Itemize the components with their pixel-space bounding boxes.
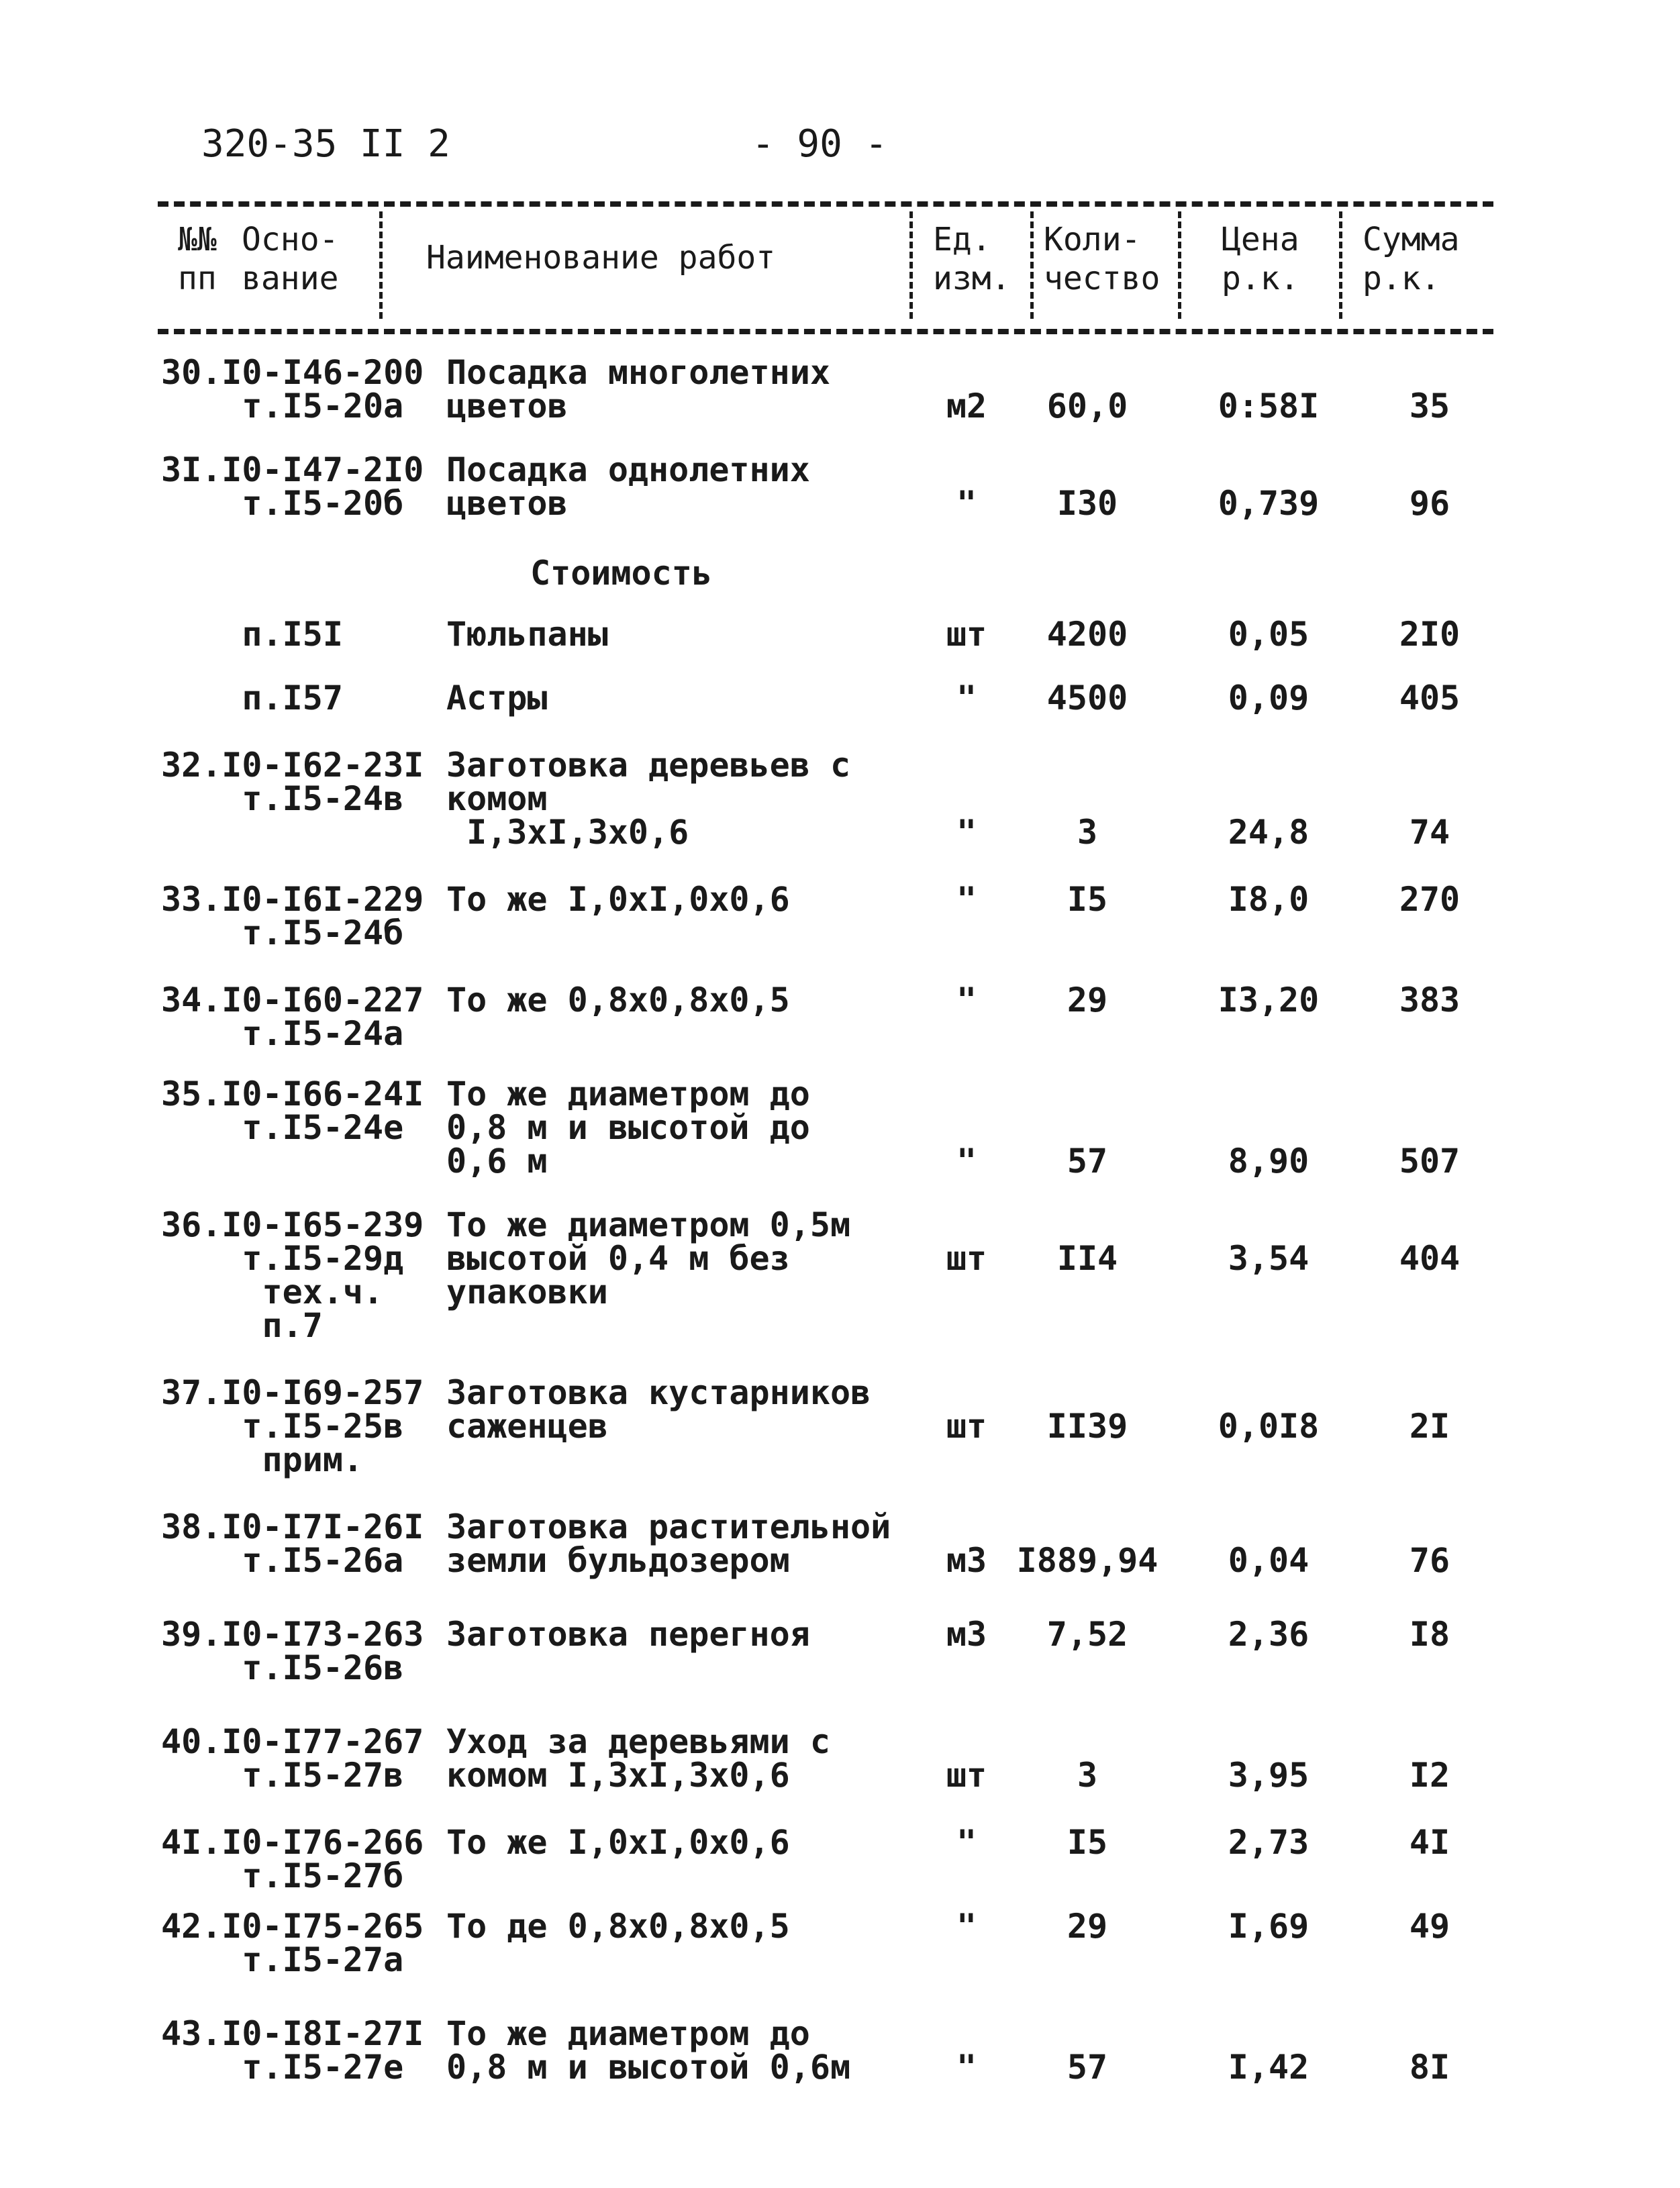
unit-cell: " (956, 484, 977, 523)
unit-cell: " (956, 679, 977, 717)
unit-cell: " (956, 813, 977, 852)
document-code: 320-35 II 2 (201, 122, 450, 166)
work-name-cell: Заготовка кустарников саженцев (446, 1373, 871, 1446)
header-basis: Осно- вание (242, 221, 339, 297)
work-name-cell: То же 0,8х0,8х0,5 (446, 981, 790, 1020)
quantity-cell: 3 (1077, 813, 1098, 852)
work-name-cell: Заготовка растительной земли бульдозером (446, 1507, 891, 1580)
basis-cell: 33.I0-I6I-229 т.I5-24б (161, 880, 424, 952)
quantity-cell: I5 (1067, 1823, 1108, 1862)
quantity-cell: II39 (1046, 1407, 1128, 1446)
sum-cell: I2 (1409, 1756, 1450, 1795)
basis-cell: 37.I0-I69-257 т.I5-25в прим. (161, 1373, 424, 1479)
section-title: Стоимость (530, 554, 712, 593)
basis-cell: 4I.I0-I76-266 т.I5-27б (161, 1823, 424, 1895)
sum-cell: 270 (1399, 880, 1461, 919)
unit-cell: " (956, 880, 977, 919)
quantity-cell: 29 (1067, 981, 1108, 1020)
work-name-cell: Тюльпаны (446, 615, 608, 654)
unit-cell: шт (946, 615, 987, 654)
sum-cell: I8 (1409, 1615, 1450, 1654)
sum-cell: 96 (1409, 484, 1450, 523)
quantity-cell: II4 (1056, 1239, 1118, 1278)
basis-cell: 3I.I0-I47-2I0 т.I5-20б (161, 450, 424, 523)
price-cell: 0,04 (1228, 1541, 1310, 1580)
quantity-cell: 57 (1067, 2048, 1108, 2087)
price-cell: I,69 (1228, 1907, 1310, 1946)
basis-cell: 43.I0-I8I-27I т.I5-27е (161, 2014, 424, 2087)
sum-cell: 49 (1409, 1907, 1450, 1946)
unit-cell: " (956, 1142, 977, 1181)
sum-cell: 74 (1409, 813, 1450, 852)
work-name-cell: То де 0,8х0,8х0,5 (446, 1907, 790, 1946)
header-num: №№ пп (178, 221, 217, 297)
price-cell: 8,90 (1228, 1142, 1310, 1181)
price-cell: 0,0I8 (1218, 1407, 1320, 1446)
header-sum: Сумма р.к. (1363, 221, 1460, 297)
unit-cell: " (956, 1907, 977, 1946)
quantity-cell: I30 (1056, 484, 1118, 523)
sum-cell: 404 (1399, 1239, 1461, 1278)
quantity-cell: 57 (1067, 1142, 1108, 1181)
work-name-cell: Посадка многолетних цветов (446, 353, 830, 426)
work-name-cell: То же I,0хI,0х0,6 (446, 880, 790, 919)
quantity-cell: 4200 (1046, 615, 1128, 654)
sum-cell: 76 (1409, 1541, 1450, 1580)
basis-cell: 34.I0-I60-227 т.I5-24а (161, 981, 424, 1053)
unit-cell: " (956, 1823, 977, 1862)
quantity-cell: 3 (1077, 1756, 1098, 1795)
unit-cell: м3 (946, 1615, 987, 1654)
header-price: Цена р.к. (1222, 221, 1299, 297)
header-unit: Ед. изм. (933, 221, 1011, 297)
price-cell: 2,36 (1228, 1615, 1310, 1654)
price-cell: I,42 (1228, 2048, 1310, 2087)
work-name-cell: То же I,0хI,0х0,6 (446, 1823, 790, 1862)
unit-cell: м3 (946, 1541, 987, 1580)
basis-cell: 42.I0-I75-265 т.I5-27а (161, 1907, 424, 1979)
price-cell: 0:58I (1218, 387, 1320, 426)
sum-cell: 2I (1409, 1407, 1450, 1446)
work-name-cell: Посадка однолетних цветов (446, 450, 810, 523)
quantity-cell: 7,52 (1046, 1615, 1128, 1654)
sum-cell: 35 (1409, 387, 1450, 426)
work-name-cell: То же диаметром до 0,8 м и высотой до 0,6 м (446, 1075, 810, 1181)
sum-cell: 507 (1399, 1142, 1461, 1181)
basis-cell: п.I5I (161, 615, 343, 654)
price-cell: 2,73 (1228, 1823, 1310, 1862)
work-name-cell: Астры (446, 679, 548, 717)
price-cell: 0,09 (1228, 679, 1310, 717)
header-name: Наименование работ (426, 239, 776, 277)
work-name-cell: То же диаметром 0,5м высотой 0,4 м без упаковки (446, 1205, 851, 1311)
work-name-cell: Уход за деревьями с комом I,3хI,3х0,6 (446, 1722, 830, 1795)
price-cell: 3,54 (1228, 1239, 1310, 1278)
basis-cell: 38.I0-I7I-26I т.I5-26а (161, 1507, 424, 1580)
price-cell: 3,95 (1228, 1756, 1310, 1795)
basis-cell: 30.I0-I46-200 т.I5-20а (161, 353, 424, 426)
sum-cell: 4I (1409, 1823, 1450, 1862)
price-cell: 24,8 (1228, 813, 1310, 852)
basis-cell: 36.I0-I65-239 т.I5-29д тех.ч. п.7 (161, 1205, 424, 1345)
unit-cell: " (956, 2048, 977, 2087)
sum-cell: 8I (1409, 2048, 1450, 2087)
price-cell: I8,0 (1228, 880, 1310, 919)
page-number: - 90 - (752, 122, 888, 166)
quantity-cell: 60,0 (1046, 387, 1128, 426)
unit-cell: " (956, 981, 977, 1020)
basis-cell: 39.I0-I73-263 т.I5-26в (161, 1615, 424, 1687)
unit-cell: шт (946, 1756, 987, 1795)
basis-cell: 35.I0-I66-24I т.I5-24е (161, 1075, 424, 1147)
quantity-cell: I5 (1067, 880, 1108, 919)
quantity-cell: I889,94 (1016, 1541, 1158, 1580)
quantity-cell: 29 (1067, 1907, 1108, 1946)
header-qty: Коли- чество (1044, 221, 1160, 297)
basis-cell: 32.I0-I62-23I т.I5-24в (161, 746, 424, 818)
work-name-cell: То же диаметром до 0,8 м и высотой 0,6м (446, 2014, 851, 2087)
sum-cell: 2I0 (1399, 615, 1461, 654)
unit-cell: шт (946, 1407, 987, 1446)
basis-cell: п.I57 (161, 679, 343, 717)
unit-cell: шт (946, 1239, 987, 1278)
work-name-cell: Заготовка перегноя (446, 1615, 810, 1654)
basis-cell: 40.I0-I77-267 т.I5-27в (161, 1722, 424, 1795)
unit-cell: м2 (946, 387, 987, 426)
price-cell: 0,05 (1228, 615, 1310, 654)
work-name-cell: Заготовка деревьев с комом I,3хI,3х0,6 (446, 746, 851, 852)
price-cell: 0,739 (1218, 484, 1320, 523)
sum-cell: 383 (1399, 981, 1461, 1020)
quantity-cell: 4500 (1046, 679, 1128, 717)
sum-cell: 405 (1399, 679, 1461, 717)
price-cell: I3,20 (1218, 981, 1320, 1020)
